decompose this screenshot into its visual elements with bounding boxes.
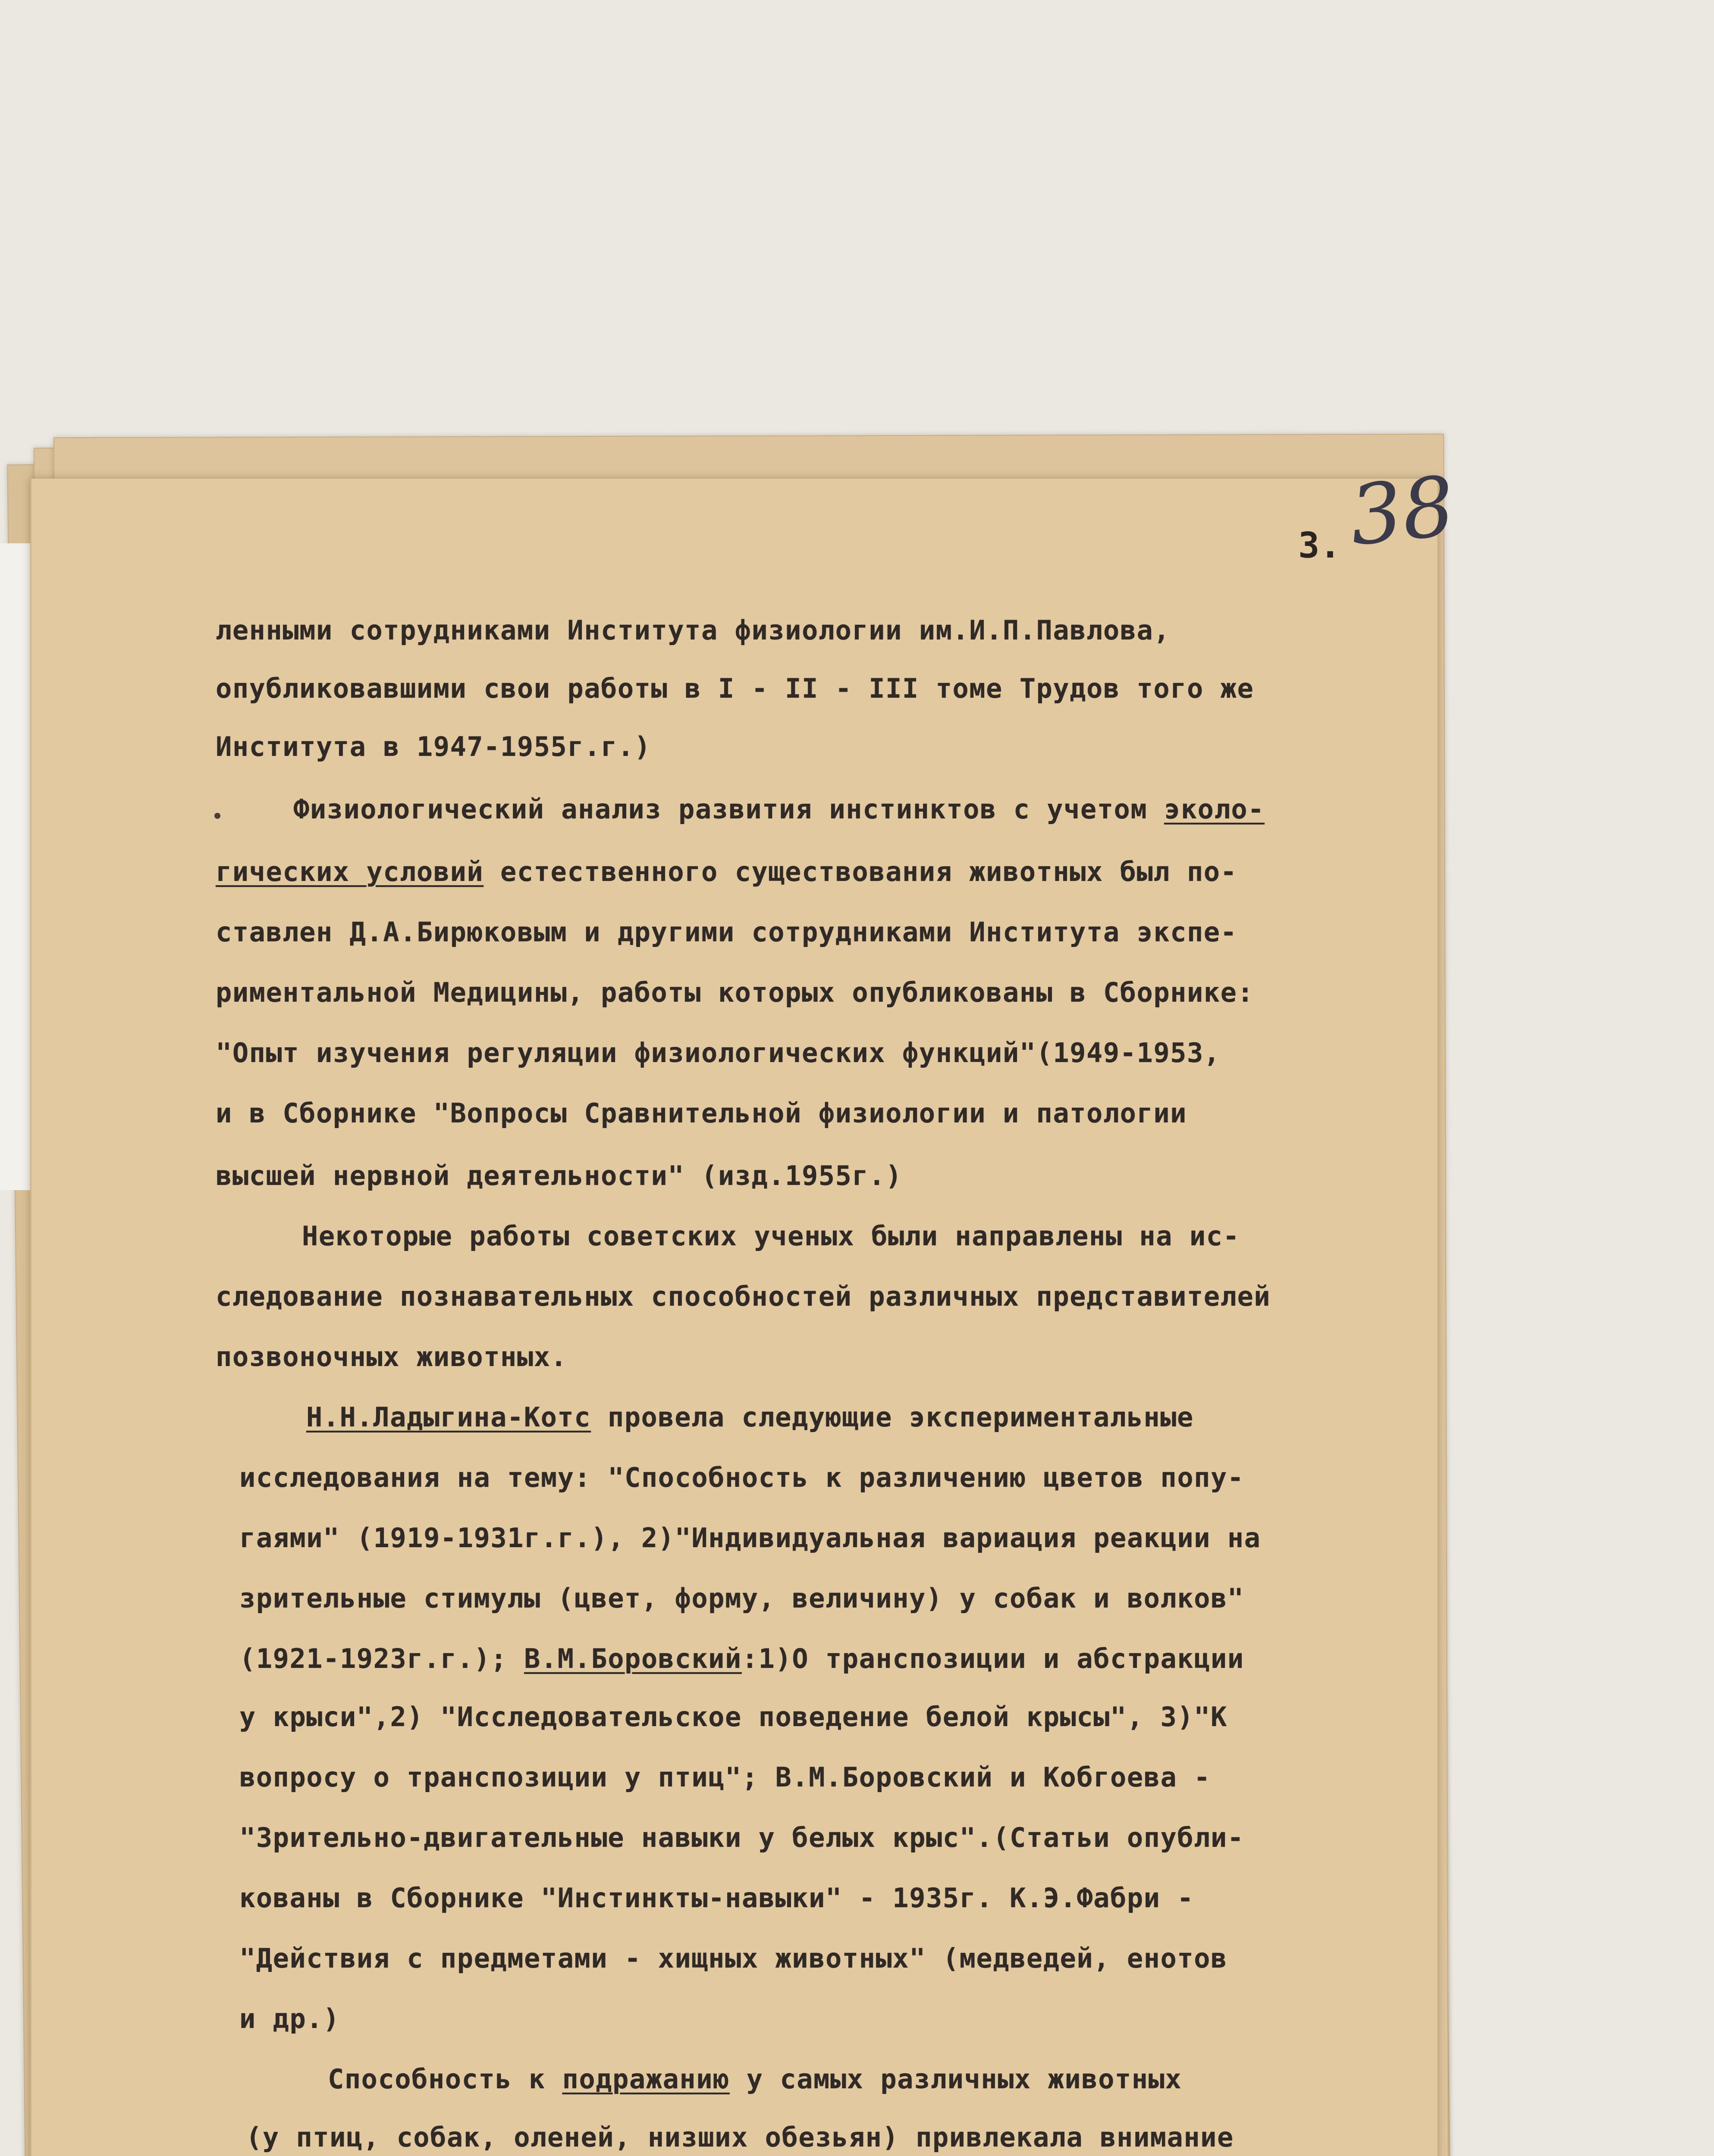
text-line: ставлен Д.А.Бирюковым и другими сотрудниками Института экспе-: [216, 916, 1237, 948]
text-line: гаями" (1919-1931г.г.), 2)"Индивидуальная вариация реакции на: [239, 1522, 1261, 1554]
underlined-term: гических условий: [216, 856, 484, 887]
text-line: высшей нервной деятельности" (изд.1955г.): [216, 1160, 902, 1191]
text-line: (1921-1923г.г.); В.М.Боровский:1)О транспозиции и абстракции: [239, 1643, 1244, 1674]
text-line: ленными сотрудниками Института физиологии им.И.П.Павлова,: [216, 614, 1171, 646]
text-line: гических условий естественного существования животных был по-: [216, 856, 1237, 887]
underlined-term: подражанию: [562, 2063, 730, 2095]
underlined-term: эколо-: [1164, 793, 1265, 825]
text-line: Института в 1947-1955г.г.): [216, 731, 651, 762]
text-line: у крыси",2) "Исследовательское поведение белой крысы", 3)"К: [239, 1701, 1227, 1733]
text-line: зрительные стимулы (цвет, форму, величину) у собак и волков": [239, 1583, 1244, 1614]
text-line: "Опыт изучения регуляции физиологических функций"(1949-1953,: [216, 1037, 1221, 1069]
underlined-author: В.М.Боровский: [524, 1643, 742, 1674]
text-line: кованы в Сборнике "Инстинкты-навыки" - 1935г. К.Э.Фабри -: [239, 1882, 1194, 1914]
text-line: позвоночных животных.: [216, 1341, 568, 1373]
text-line: Физиологический анализ развития инстинктов с учетом эколо-: [293, 793, 1265, 825]
text-line: "Зрительно-двигательные навыки у белых крыс".(Статьи опубли-: [239, 1822, 1244, 1853]
page-number: 3.: [1298, 525, 1341, 566]
text-line: (у птиц, собак, оленей, низших обезьян) привлекала внимание: [246, 2122, 1234, 2153]
text-line: и в Сборнике "Вопросы Сравнительной физиологии и патологии: [216, 1097, 1187, 1129]
underlined-author: Н.Н.Ладыгина-Котс: [306, 1401, 591, 1433]
text-line: следование познавательных способностей различных представителей: [216, 1281, 1271, 1312]
text-line: исследования на тему: "Способность к различению цветов попу-: [239, 1462, 1244, 1493]
text-line: вопросу о транспозиции у птиц"; В.М.Боровский и Кобгоева -: [239, 1761, 1211, 1793]
text-line: опубликовавшими свои работы в I - II - III томе Трудов того же: [216, 673, 1254, 704]
text-line: Способность к подражанию у самых различных животных: [328, 2063, 1182, 2095]
text-line: Н.Н.Ладыгина-Котс провела следующие экспериментальные: [306, 1401, 1194, 1433]
text-line: "Действия с предметами - хищных животных" (медведей, енотов: [239, 1943, 1227, 1974]
text-line: Некоторые работы советских ученых были направлены на ис-: [302, 1220, 1240, 1252]
text-line: риментальной Медицины, работы которых опубликованы в Сборнике:: [216, 977, 1254, 1008]
handwritten-folio-number: 38: [1345, 458, 1459, 564]
text-line: и др.): [239, 2003, 340, 2034]
